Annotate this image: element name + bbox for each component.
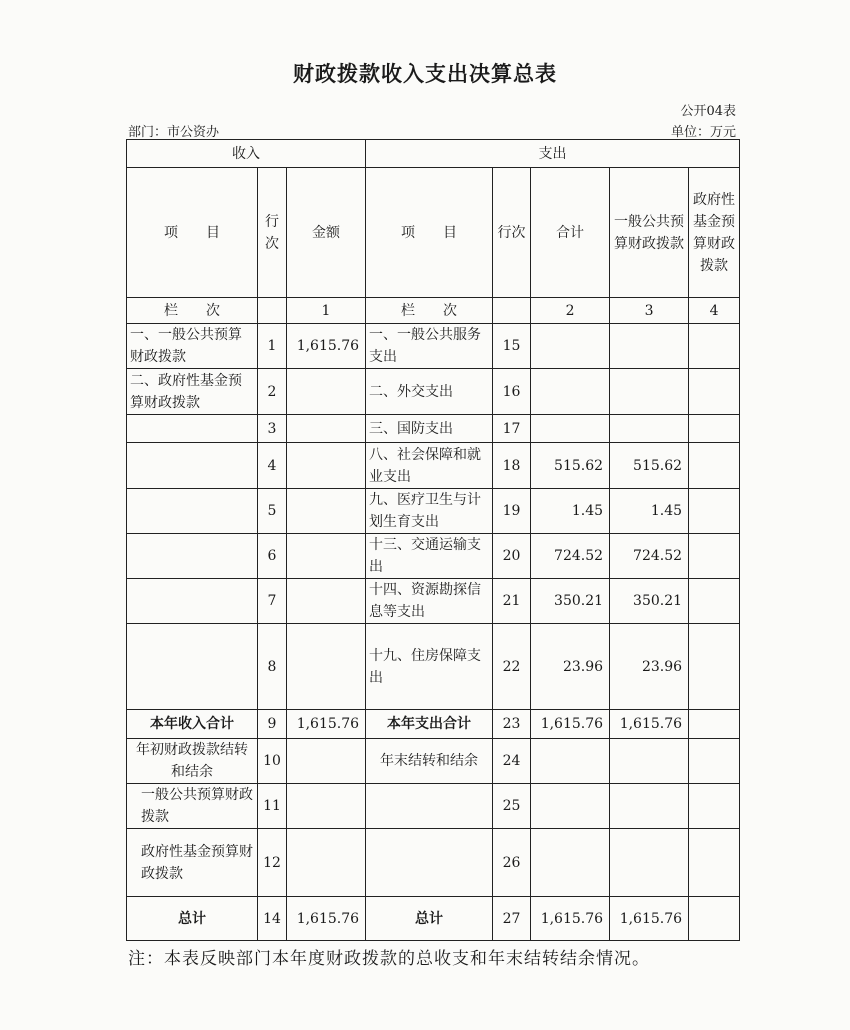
income-line-no: 3: [258, 415, 287, 443]
income-item: [127, 579, 258, 624]
income-amount: [287, 415, 366, 443]
column-number-1: 1: [287, 298, 366, 324]
income-line-no: 4: [258, 443, 287, 489]
column-number-2: 2: [531, 298, 610, 324]
total-value: 515.62: [531, 443, 610, 489]
general-budget-header: 一般公共预算财政拨款: [610, 168, 689, 298]
income-line-no: 9: [258, 710, 287, 739]
expense-line-no: 26: [493, 829, 531, 897]
total-value: 1,615.76: [531, 897, 610, 941]
expense-item: 总计: [366, 897, 493, 941]
table-row: [127, 739, 740, 784]
general-value: 1,615.76: [610, 710, 689, 739]
general-value: [610, 415, 689, 443]
fund-value: [689, 324, 740, 369]
income-item: 本年收入合计: [127, 710, 258, 739]
expense-item: 十九、住房保障支出: [366, 624, 493, 710]
table-row: [127, 324, 740, 369]
general-value: [610, 324, 689, 369]
column-label-income: 栏 次: [127, 298, 258, 324]
income-item: [127, 415, 258, 443]
expense-line-no: 23: [493, 710, 531, 739]
expense-line-no: 27: [493, 897, 531, 941]
unit-label: 单位：万元: [670, 125, 736, 140]
total-value: 1,615.76: [531, 710, 610, 739]
income-line-no: 2: [258, 369, 287, 415]
fund-value: [689, 710, 740, 739]
table-row: [127, 579, 740, 624]
income-item: [127, 489, 258, 534]
expense-item: 年末结转和结余: [366, 739, 493, 784]
expense-item: 十三、交通运输支出: [366, 534, 493, 579]
expense-item: [366, 829, 493, 897]
table-row: [127, 897, 740, 941]
form-number: 公开04表: [680, 104, 736, 119]
income-amount: 1,615.76: [287, 897, 366, 941]
total-value: [531, 739, 610, 784]
total-value: 350.21: [531, 579, 610, 624]
fund-value: [689, 534, 740, 579]
income-item: 二、政府性基金预算财政拨款: [127, 369, 258, 415]
income-line-no: 10: [258, 739, 287, 784]
general-value: 515.62: [610, 443, 689, 489]
expense-item: 一、一般公共服务支出: [366, 324, 493, 369]
general-value: 23.96: [610, 624, 689, 710]
income-amount: [287, 624, 366, 710]
total-value: 1.45: [531, 489, 610, 534]
expense-header: 支出: [366, 140, 740, 168]
expense-item: 本年支出合计: [366, 710, 493, 739]
income-amount: 1,615.76: [287, 324, 366, 369]
fund-value: [689, 489, 740, 534]
income-item: [127, 624, 258, 710]
expense-item: 九、医疗卫生与计划生育支出: [366, 489, 493, 534]
fund-value: [689, 579, 740, 624]
general-value: 1.45: [610, 489, 689, 534]
expense-line-no: 24: [493, 739, 531, 784]
general-value: 350.21: [610, 579, 689, 624]
income-amount: [287, 489, 366, 534]
income-item: 年初财政拨款结转和结余: [127, 739, 258, 784]
total-value: [531, 784, 610, 829]
income-item-header: 项 目: [127, 168, 258, 298]
expense-line-header: 行次: [493, 168, 531, 298]
table-row: [127, 829, 740, 897]
total-value: [531, 369, 610, 415]
income-amount: [287, 829, 366, 897]
fund-value: [689, 829, 740, 897]
income-item: 一、一般公共预算财政拨款: [127, 324, 258, 369]
column-number-4: 4: [689, 298, 740, 324]
total-value: 23.96: [531, 624, 610, 710]
total-header: 合计: [531, 168, 610, 298]
income-item: [127, 443, 258, 489]
general-value: 1,615.76: [610, 897, 689, 941]
budget-table: [126, 139, 740, 941]
income-amount: [287, 534, 366, 579]
income-item: 总计: [127, 897, 258, 941]
table-row: [127, 534, 740, 579]
table-row: [127, 784, 740, 829]
fund-value: [689, 415, 740, 443]
expense-line-no: 18: [493, 443, 531, 489]
column-label-expense: 栏 次: [366, 298, 493, 324]
income-amount: [287, 579, 366, 624]
income-line-no: 12: [258, 829, 287, 897]
expense-item: [366, 784, 493, 829]
department-label: 部门：市公资办: [128, 125, 220, 140]
income-header: 收入: [127, 140, 366, 168]
total-value: [531, 324, 610, 369]
table-row: [127, 489, 740, 534]
income-amount: 1,615.76: [287, 710, 366, 739]
expense-line-no: 15: [493, 324, 531, 369]
income-line-no: 11: [258, 784, 287, 829]
expense-item: 十四、资源勘探信息等支出: [366, 579, 493, 624]
fund-value: [689, 784, 740, 829]
fund-value: [689, 624, 740, 710]
income-line-no: 6: [258, 534, 287, 579]
table-row: [127, 443, 740, 489]
income-line-header: 行次: [258, 168, 287, 298]
expense-line-no: 17: [493, 415, 531, 443]
general-value: [610, 739, 689, 784]
expense-item: 三、国防支出: [366, 415, 493, 443]
income-item: 一般公共预算财政拨款: [127, 784, 258, 829]
gov-fund-header: 政府性基金预算财政拨款: [689, 168, 740, 298]
general-value: [610, 369, 689, 415]
page-title: 财政拨款收入支出决算总表: [293, 61, 557, 86]
income-amount: [287, 369, 366, 415]
income-line-no: 8: [258, 624, 287, 710]
income-line-no: 5: [258, 489, 287, 534]
column-blank-2: [493, 298, 531, 324]
column-blank-1: [258, 298, 287, 324]
income-line-no: 14: [258, 897, 287, 941]
fund-value: [689, 739, 740, 784]
income-line-no: 7: [258, 579, 287, 624]
table-row: [127, 369, 740, 415]
income-amount: [287, 784, 366, 829]
income-line-no: 1: [258, 324, 287, 369]
footnote: 注：本表反映部门本年度财政拨款的总收支和年末结转结余情况。: [128, 949, 650, 969]
table-row: [127, 624, 740, 710]
expense-item: 八、社会保障和就业支出: [366, 443, 493, 489]
general-value: [610, 784, 689, 829]
expense-item-header: 项 目: [366, 168, 493, 298]
expense-line-no: 22: [493, 624, 531, 710]
table-row: [127, 710, 740, 739]
fund-value: [689, 897, 740, 941]
total-value: [531, 415, 610, 443]
fund-value: [689, 443, 740, 489]
expense-line-no: 19: [493, 489, 531, 534]
expense-line-no: 25: [493, 784, 531, 829]
fund-value: [689, 369, 740, 415]
total-value: 724.52: [531, 534, 610, 579]
general-value: 724.52: [610, 534, 689, 579]
income-item: [127, 534, 258, 579]
income-item: 政府性基金预算财政拨款: [127, 829, 258, 897]
general-value: [610, 829, 689, 897]
table-row: [127, 415, 740, 443]
income-amount: [287, 739, 366, 784]
expense-item: 二、外交支出: [366, 369, 493, 415]
column-number-3: 3: [610, 298, 689, 324]
expense-line-no: 16: [493, 369, 531, 415]
amount-header: 金额: [287, 168, 366, 298]
total-value: [531, 829, 610, 897]
income-amount: [287, 443, 366, 489]
expense-line-no: 20: [493, 534, 531, 579]
expense-line-no: 21: [493, 579, 531, 624]
